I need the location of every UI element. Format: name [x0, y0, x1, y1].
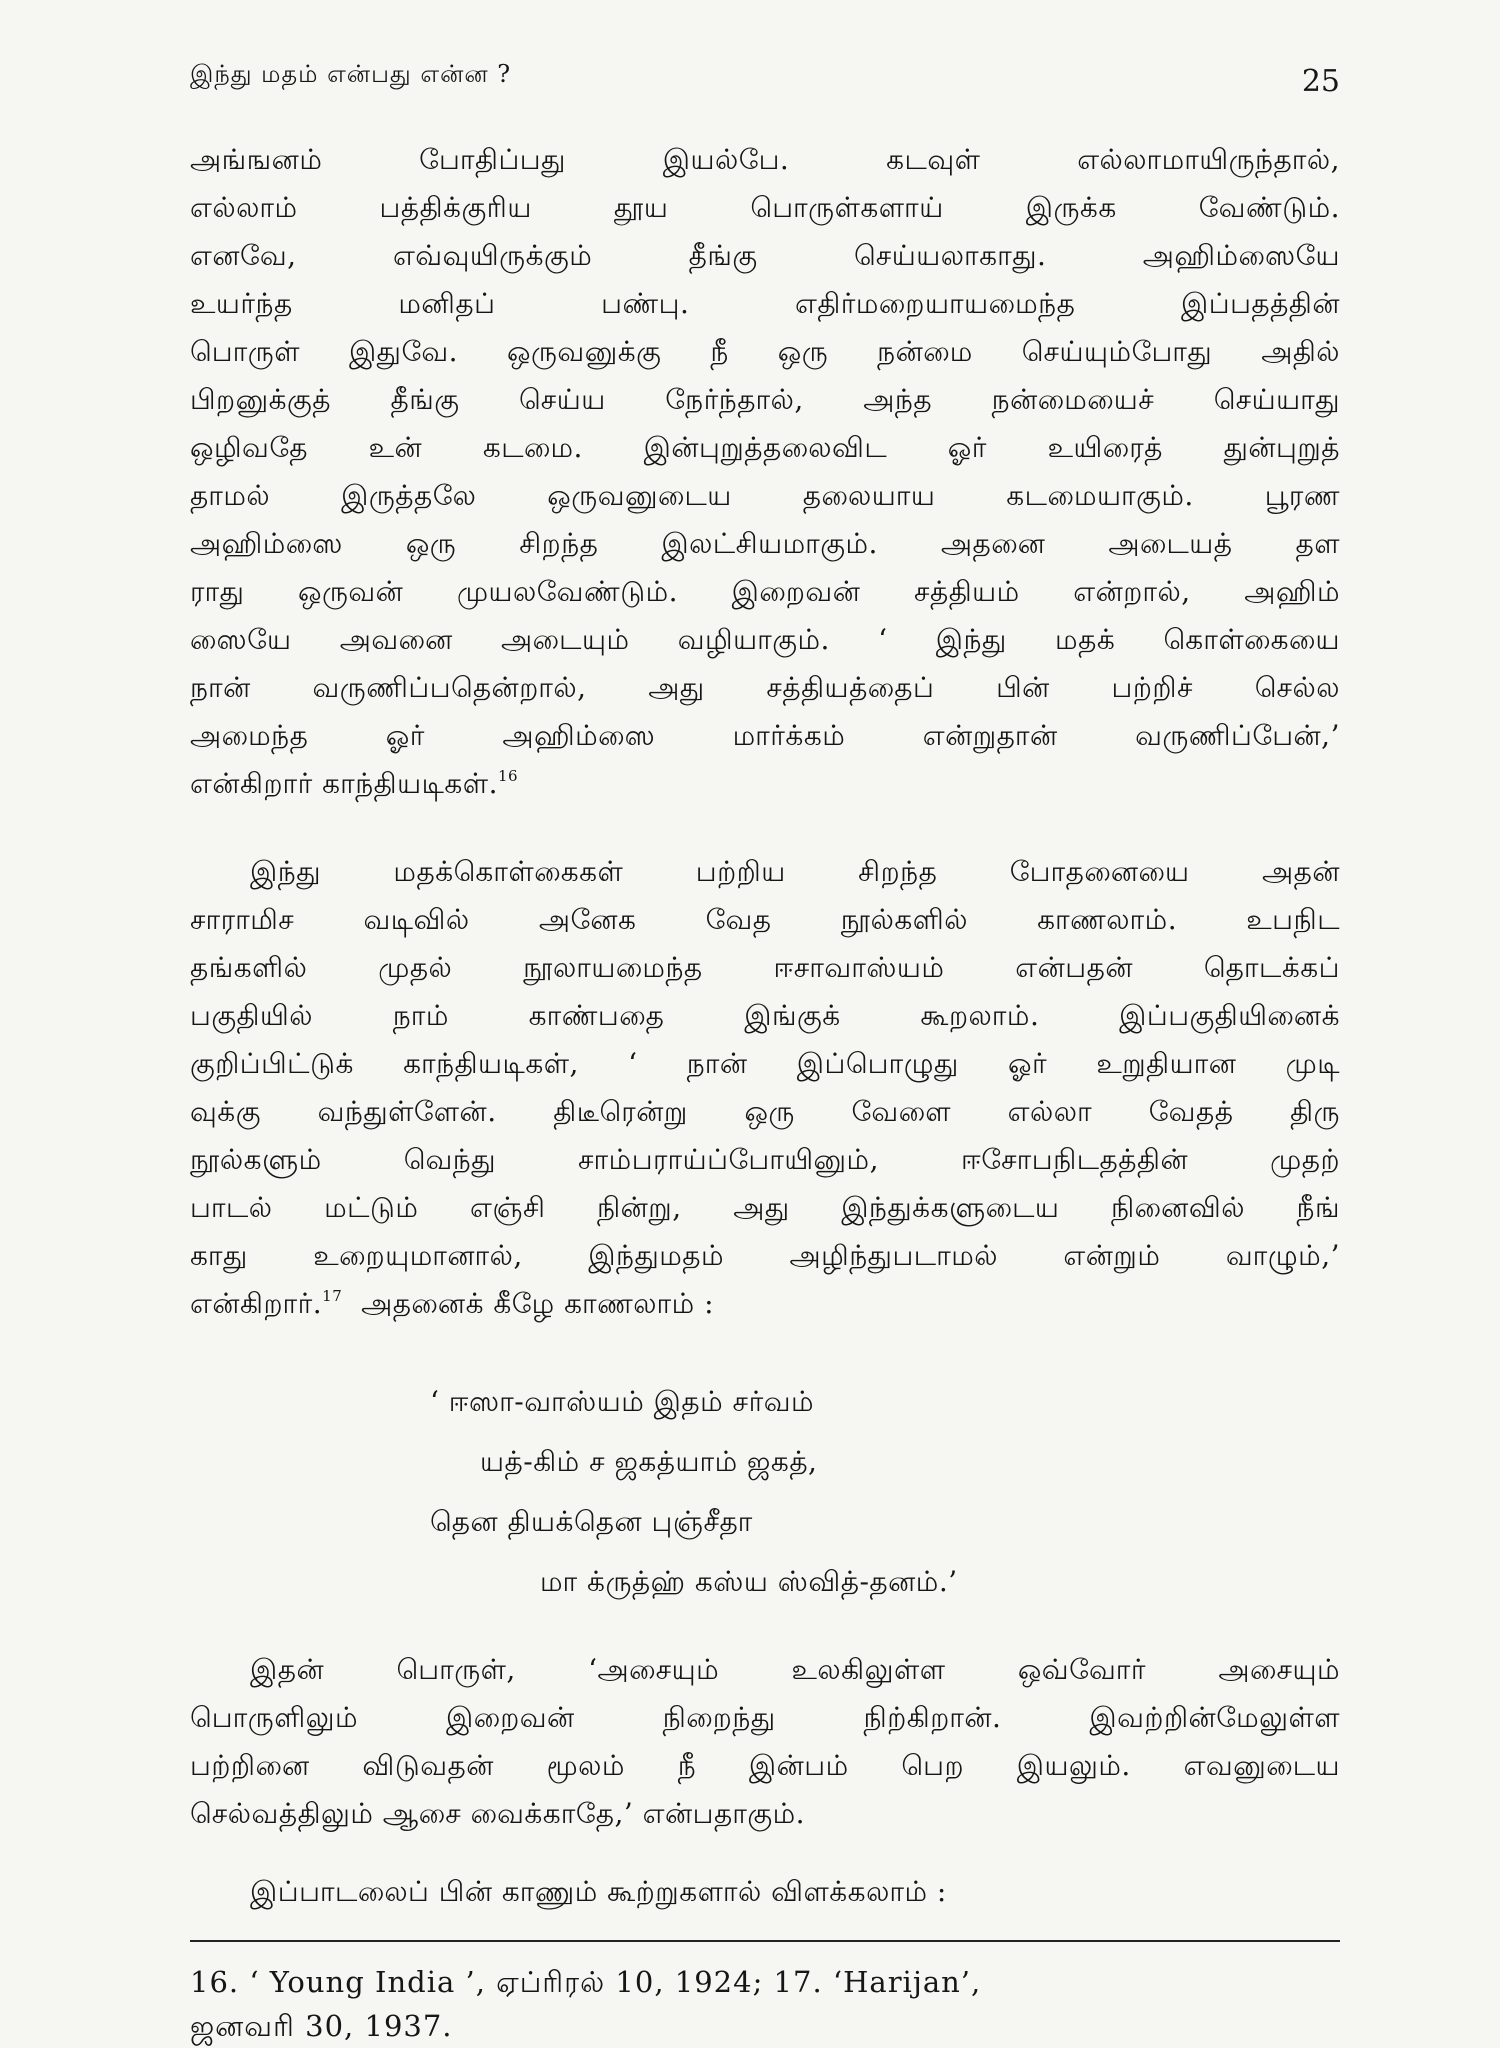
text-line: பகுதியில் நாம் காண்பதை இங்குக் கூறலாம். இப்பகுதியினைக் — [190, 999, 1340, 1032]
text-line: நூல்களும் வெந்து சாம்பராய்ப்போயினும், ஈசோபநிடதத்தின் முதற் — [190, 1143, 1340, 1176]
text-line: அங்ஙனம் போதிப்பது இயல்பே. கடவுள் எல்லாமாயிருந்தால், — [190, 143, 1340, 176]
running-title: இந்து மதம் என்பது என்ன ? — [190, 60, 512, 88]
footnote-ref-16: 16 — [497, 766, 519, 785]
book-page — [190, 50, 1340, 2043]
text-line: தாமல் இருத்தலே ஒருவனுடைய தலையாய கடமையாகும். பூரண — [190, 479, 1340, 512]
page-header — [190, 50, 1340, 110]
text-line: இதன் பொருள், ‘அசையும் உலகிலுள்ள ஒவ்வோர் அசையும் — [250, 1653, 1340, 1686]
verse-line: தென தியக்தென புஞ்சீதா — [430, 1505, 753, 1538]
footnote-divider — [190, 1940, 1340, 1942]
footnote-line: 16. ‘ Young India ’, ஏப்ரிரல் 10, 1924; 17. ‘Harijan’, — [190, 1965, 982, 1999]
text-line — [190, 1280, 1340, 1328]
text-line: உயர்ந்த மனிதப் பண்பு. எதிர்மறையாயமைந்த இப்பதத்தின் — [190, 287, 1340, 320]
paragraph-4 — [190, 1868, 1340, 1916]
text-line: செல்வத்திலும் ஆசை வைக்காதே,’ என்பதாகும். — [190, 1797, 806, 1830]
page-number: 25 — [1301, 64, 1340, 99]
verse-block — [190, 1372, 1340, 1612]
text-line: பாடல் மட்டும் எஞ்சி நின்று, அது இந்துக்களுடைய நினைவில் நீங் — [190, 1191, 1340, 1224]
intro-text: அதனைக் கீழே காணலாம் : — [361, 1287, 715, 1320]
paragraph-1 — [190, 136, 1340, 808]
text-line: வுக்கு வந்துள்ளேன். திடீரென்று ஒரு வேளை எல்லா வேதத் திரு — [190, 1095, 1340, 1128]
text-line: இந்து மதக்கொள்கைகள் பற்றிய சிறந்த போதனையை அதன் — [250, 855, 1340, 888]
footnote-ref-17: 17 — [322, 1286, 343, 1305]
footnotes — [190, 1960, 1340, 2048]
text-line: பொருளிலும் இறைவன் நிறைந்து நிற்கிறான். இவற்றின்மேலுள்ள — [190, 1701, 1340, 1734]
text-line: பிறனுக்குத் தீங்கு செய்ய நேர்ந்தால், அந்த நன்மையைச் செய்யாது — [190, 383, 1340, 416]
text-line: ஒழிவதே உன் கடமை. இன்புறுத்தலைவிட ஓர் உயிரைத் துன்புறுத் — [190, 431, 1340, 464]
text-line: ஸையே அவனை அடையும் வழியாகும். ‘ இந்து மதக் கொள்கையை — [190, 623, 1340, 656]
text-line: தங்களில் முதல் நூலாயமைந்த ஈசாவாஸ்யம் என்பதன் தொடக்கப் — [190, 951, 1340, 984]
verse-line: மா க்ருத்ஹ் கஸ்ய ஸ்வித்-தனம்.’ — [540, 1565, 958, 1598]
text-line: நான் வருணிப்பதென்றால், அது சத்தியத்தைப் பின் பற்றிச் செல்ல — [190, 671, 1340, 704]
attribution-text: என்கிறார் காந்தியடிகள். — [190, 767, 498, 800]
footnote-line: ஜனவரி 30, 1937. — [190, 2009, 453, 2043]
text-line — [190, 760, 1340, 808]
text-line: எனவே, எவ்வுயிருக்கும் தீங்கு செய்யலாகாது. அஹிம்ஸையே — [190, 239, 1340, 272]
text-line: அஹிம்ஸை ஒரு சிறந்த இலட்சியமாகும். அதனை அடையத் தள — [190, 527, 1340, 560]
paragraph-3 — [190, 1646, 1340, 1838]
text-line: காது உறையுமானால், இந்துமதம் அழிந்துபடாமல் என்றும் வாழும்,’ — [190, 1239, 1340, 1272]
text-line: ராது ஒருவன் முயலவேண்டும். இறைவன் சத்தியம் என்றால், அஹிம் — [190, 575, 1340, 608]
verse-line: யத்-கிம் ச ஜகத்யாம் ஜகத், — [480, 1445, 818, 1478]
attribution-text: என்கிறார். — [190, 1287, 323, 1320]
text-line: எல்லாம் பத்திக்குரிய தூய பொருள்களாய் இருக்க வேண்டும். — [190, 191, 1340, 224]
paragraph-2 — [190, 848, 1340, 1328]
text-line: பொருள் இதுவே. ஒருவனுக்கு நீ ஒரு நன்மை செய்யும்போது அதில் — [190, 335, 1340, 368]
verse-line: ‘ ஈஸா-வாஸ்யம் இதம் சர்வம் — [430, 1385, 815, 1418]
text-line: அமைந்த ஓர் அஹிம்ஸை மார்க்கம் என்றுதான் வருணிப்பேன்,’ — [190, 719, 1340, 752]
text-line: பற்றினை விடுவதன் மூலம் நீ இன்பம் பெற இயலும். எவனுடைய — [190, 1749, 1340, 1782]
text-line: குறிப்பிட்டுக் காந்தியடிகள், ‘ நான் இப்பொழுது ஓர் உறுதியான முடி — [190, 1047, 1340, 1080]
text-line: சாராமிச வடிவில் அனேக வேத நூல்களில் காணலாம். உபநிட — [190, 903, 1340, 936]
text-line: இப்பாடலைப் பின் காணும் கூற்றுகளால் விளக்கலாம் : — [250, 1875, 947, 1908]
